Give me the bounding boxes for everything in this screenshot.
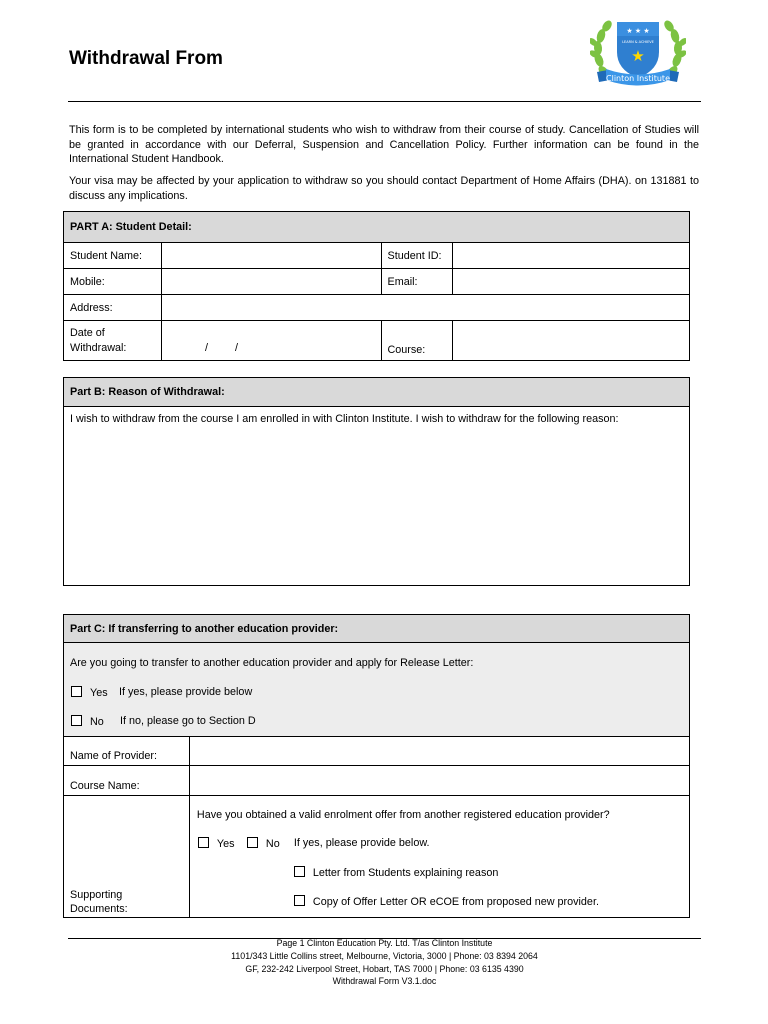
offer-no-checkbox[interactable] (247, 837, 258, 848)
transfer-no-note: If no, please go to Section D (120, 715, 256, 727)
header-divider (68, 101, 701, 102)
transfer-question-section (64, 643, 690, 737)
withdrawal-reason-text: I wish to withdraw from the course I am enrolled in with Clinton Institute. I wish to withdraw for the following reason: (70, 413, 619, 425)
withdrawal-reason-field[interactable] (64, 407, 690, 586)
email-label: Email: (381, 269, 453, 295)
email-field[interactable] (453, 269, 690, 295)
svg-text:★: ★ (631, 47, 645, 65)
transfer-no-option (71, 715, 104, 728)
footer-melbourne-address: 1101/343 Little Collins street, Melbourne, Victoria, 3000 | Phone: 03 8394 2064 (231, 950, 538, 961)
mobile-label: Mobile: (64, 269, 162, 295)
intro-paragraph-1: This form is to be completed by international students who wish to withdraw from their course of study. Cancellation of Studies will be granted in accordance with our Deferral, Suspension and Cancellation Policy. Further information can be found in the International Student Handbook. (69, 124, 699, 165)
footer-page-company: Page 1 Clinton Education Pty. Ltd. T/as Clinton Institute (276, 938, 493, 948)
withdrawal-date-label-line-1: Date of (70, 327, 105, 339)
logo-motto: LEARN & ACHIEVE (622, 40, 654, 44)
footer-document-name: Withdrawal Form V3.1.doc (332, 976, 437, 987)
part-b-table (63, 377, 690, 586)
footer (68, 937, 701, 988)
offer-question: Have you obtained a valid enrolment offer from another registered education provider? (196, 809, 610, 821)
offer-document-option (294, 895, 599, 908)
offer-document-checkbox[interactable] (294, 895, 305, 906)
course-field[interactable] (453, 321, 690, 361)
supporting-documents-section (189, 796, 689, 918)
withdrawal-date-label-line-2: Withdrawal: (70, 341, 127, 354)
course-label: Course: (381, 321, 453, 361)
supporting-documents-label (64, 796, 190, 918)
address-field[interactable] (161, 295, 689, 321)
offer-yes-label: Yes (216, 838, 235, 850)
provider-name-label: Name of Provider: (64, 737, 190, 766)
offer-note: If yes, please provide below. (293, 837, 430, 849)
offer-no-option (247, 837, 280, 850)
logo-name: Clinton Institute (606, 74, 670, 83)
transfer-no-checkbox[interactable] (71, 715, 82, 726)
offer-no-label: No (265, 838, 280, 850)
letter-document-option (294, 866, 498, 879)
part-c-header: Part C: If transferring to another education provider: (64, 615, 690, 643)
part-b-header: Part B: Reason of Withdrawal: (64, 378, 690, 407)
offer-document-label: Copy of Offer Letter OR eCOE from proposed new provider. (312, 896, 599, 908)
svg-text:★ ★ ★: ★ ★ ★ (626, 27, 650, 35)
transfer-yes-note: If yes, please provide below (119, 686, 253, 698)
clinton-institute-crest-icon (590, 14, 686, 96)
student-id-label: Student ID: (381, 243, 453, 269)
mobile-field[interactable] (161, 269, 381, 295)
letter-document-label: Letter from Students explaining reason (312, 867, 499, 879)
course-name-label: Course Name: (64, 766, 190, 796)
supporting-documents-label-line-1: Supporting (70, 889, 123, 901)
withdrawal-date-field[interactable] (161, 321, 381, 361)
date-separator-1: / (204, 342, 208, 354)
letter-document-checkbox[interactable] (294, 866, 305, 877)
transfer-no-label: No (90, 716, 104, 728)
transfer-yes-checkbox[interactable] (71, 686, 82, 697)
withdrawal-date-label (64, 321, 162, 361)
transfer-question: Are you going to transfer to another education provider and apply for Release Letter: (70, 657, 474, 669)
part-c-table (63, 614, 690, 918)
course-name-field[interactable] (189, 766, 689, 796)
footer-hobart-address: GF, 232-242 Liverpool Street, Hobart, TAS 7000 | Phone: 03 6135 4390 (245, 963, 524, 974)
student-name-label: Student Name: (64, 243, 162, 269)
page-title: Withdrawal From (69, 48, 223, 69)
transfer-yes-option (71, 686, 108, 699)
address-label: Address: (64, 295, 162, 321)
offer-yes-option (198, 837, 235, 850)
supporting-documents-label-line-2: Documents: (70, 902, 128, 915)
date-separator-2: / (234, 342, 238, 354)
provider-name-field[interactable] (189, 737, 689, 766)
part-a-table (63, 211, 690, 361)
part-a-header: PART A: Student Detail: (64, 212, 690, 243)
offer-yes-checkbox[interactable] (198, 837, 209, 848)
intro-paragraph-2: Your visa may be affected by your application to withdraw so you should contact Department of Home Affairs (DHA). on 131881 to discuss any implications. (69, 175, 699, 202)
transfer-yes-label: Yes (90, 687, 108, 699)
student-id-field[interactable] (453, 243, 690, 269)
student-name-field[interactable] (161, 243, 381, 269)
